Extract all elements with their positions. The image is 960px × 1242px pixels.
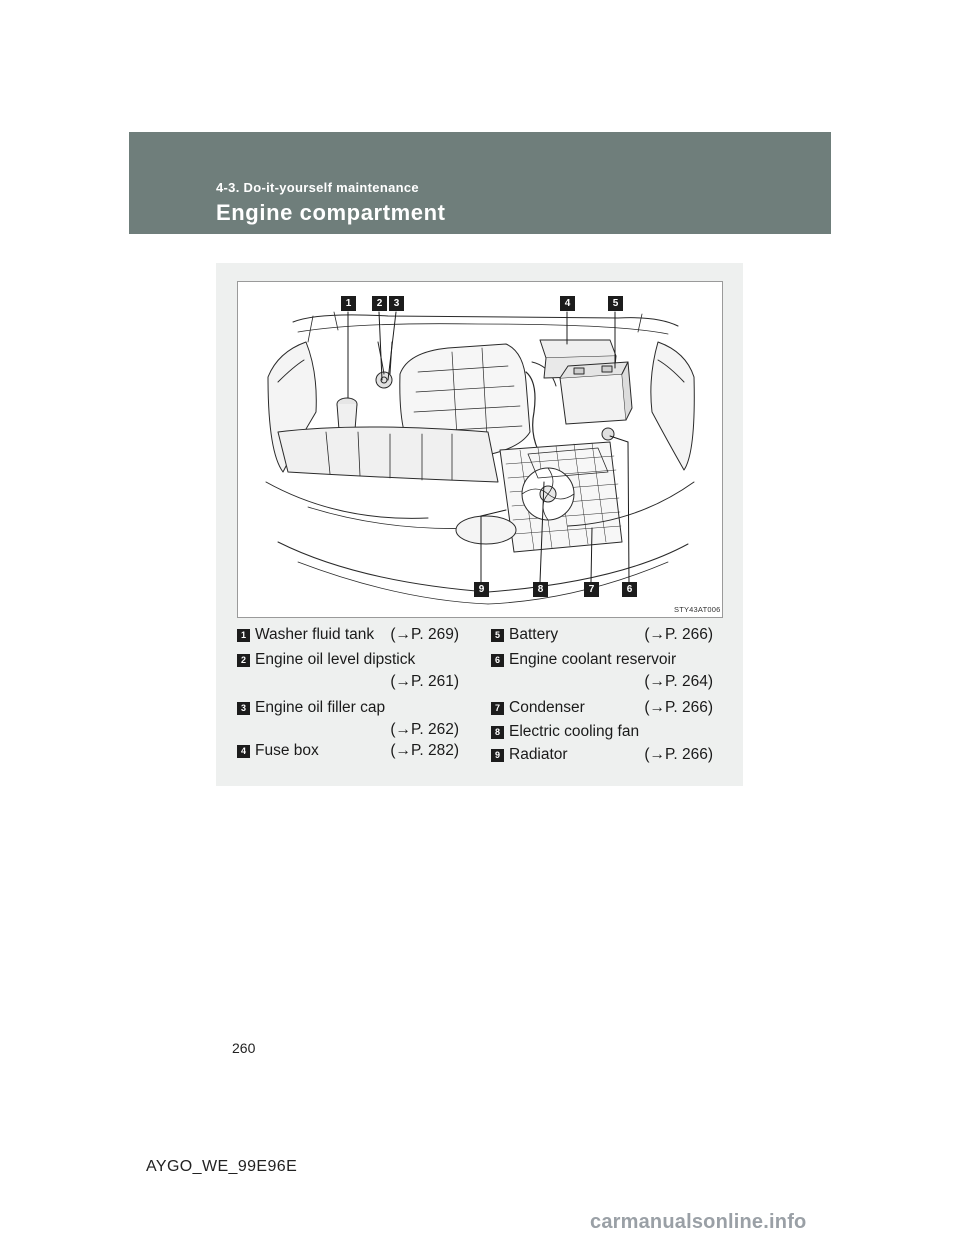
legend-badge-4: 4 bbox=[237, 745, 250, 758]
legend-label-9: Radiator bbox=[509, 746, 568, 763]
watermark-link[interactable]: carmanualsonline.info bbox=[590, 1211, 807, 1233]
legend-item-1 bbox=[237, 625, 467, 647]
legend-ref-3: (→P. 262) bbox=[390, 721, 459, 738]
callout-7: 7 bbox=[584, 582, 599, 597]
callout-1: 1 bbox=[341, 296, 356, 311]
image-code: STY43AT006 bbox=[674, 605, 721, 614]
legend-badge-2: 2 bbox=[237, 654, 250, 667]
legend-item-7 bbox=[491, 698, 721, 720]
legend-label-2: Engine oil level dipstick bbox=[255, 651, 416, 668]
legend-ref-9: (→P. 266) bbox=[644, 746, 713, 763]
legend-ref-6: (→P. 264) bbox=[644, 673, 713, 690]
legend-badge-6: 6 bbox=[491, 654, 504, 667]
legend-ref-2: (→P. 261) bbox=[390, 673, 459, 690]
callout-8: 8 bbox=[533, 582, 548, 597]
legend-item-2 bbox=[237, 650, 467, 694]
legend-item-8 bbox=[491, 722, 721, 744]
legend-item-3 bbox=[237, 698, 467, 742]
legend-ref-7: (→P. 266) bbox=[644, 699, 713, 716]
page-title: Engine compartment bbox=[216, 200, 446, 225]
callout-4: 4 bbox=[560, 296, 575, 311]
legend-item-4 bbox=[237, 741, 467, 763]
legend-badge-3: 3 bbox=[237, 702, 250, 715]
engine-compartment-illustration bbox=[237, 281, 723, 618]
callout-3: 3 bbox=[389, 296, 404, 311]
legend-badge-9: 9 bbox=[491, 749, 504, 762]
legend-label-8: Electric cooling fan bbox=[509, 723, 640, 740]
legend-ref-5: (→P. 266) bbox=[644, 626, 713, 643]
legend-label-3: Engine oil filler cap bbox=[255, 699, 386, 716]
legend-ref-1: (→P. 269) bbox=[390, 626, 459, 643]
section-label: 4-3. Do-it-yourself maintenance bbox=[216, 180, 419, 195]
legend-label-1: Washer fluid tank bbox=[255, 626, 375, 643]
legend-label-6: Engine coolant reservoir bbox=[509, 651, 677, 668]
legend-badge-5: 5 bbox=[491, 629, 504, 642]
legend-ref-4: (→P. 282) bbox=[390, 742, 459, 759]
legend-badge-8: 8 bbox=[491, 726, 504, 739]
callout-9: 9 bbox=[474, 582, 489, 597]
legend-item-9 bbox=[491, 745, 721, 767]
figure-box bbox=[216, 263, 743, 786]
legend-item-6 bbox=[491, 650, 721, 694]
legend-label-4: Fuse box bbox=[255, 742, 319, 759]
legend-badge-7: 7 bbox=[491, 702, 504, 715]
page-number: 260 bbox=[232, 1040, 256, 1056]
callout-6: 6 bbox=[622, 582, 637, 597]
legend-badge-1: 1 bbox=[237, 629, 250, 642]
callout-5: 5 bbox=[608, 296, 623, 311]
legend-label-7: Condenser bbox=[509, 699, 585, 716]
legend-item-5 bbox=[491, 625, 721, 647]
document-code: AYGO_WE_99E96E bbox=[146, 1158, 298, 1175]
callout-2: 2 bbox=[372, 296, 387, 311]
engine-drawing bbox=[238, 282, 723, 618]
legend-label-5: Battery bbox=[509, 626, 559, 643]
